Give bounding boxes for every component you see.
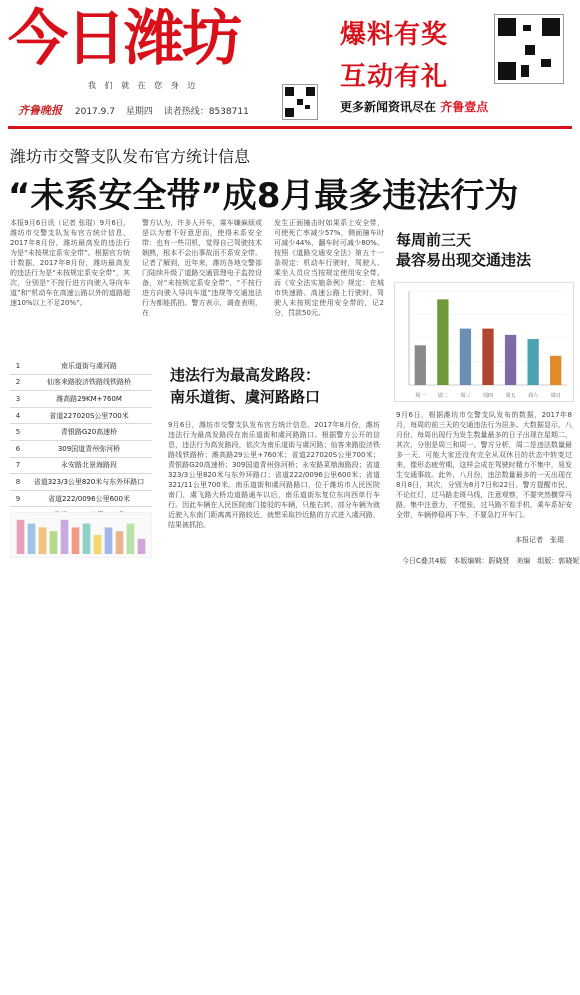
article-col3-text: 发生正面撞击时如果系上安全带，可使死亡率减少57%，侧面撞车时可减少44%，翻车时可减少80%。按照《道路交通安全法》第五十一条规定：机动车行驶时，驾驶人、乘坐人员应当按规定使用安全带。而《安全法实施条例》规定：在城市快速路、高速公路上行驶时，驾驶人未按规定使用安全带的，记2分，罚款50元。 [274,219,384,317]
rank-road: 省道222/0096公里600米 [48,494,130,503]
rank-number: 7 [15,461,21,470]
article-col1-text: 本报9月6日讯（记者 张琨）9月6日，潍坊市交警支队发布官方统计信息，2017年8月份，潍坊最高发的违法行为是“未按规定系安全带”。根据官方统计数据，2017年8月份，潍坊最高发的违法行为是“未按规定系安全带”，其次，分别是“不按行进方向驶入导向车道”和“机动车在高速公路以外的道路超速10%以上不足20%”。 [10,219,130,307]
chart-tick-label: 周一 [415,393,426,399]
chart-tick-label: 周二 [437,393,448,399]
chart-bar [505,335,516,385]
rank-number: 9 [15,494,21,503]
chart-bar [72,527,80,554]
rank-number: 5 [15,428,21,437]
rank-road: 潍高路29KM+760M [56,394,122,403]
ranking-row [10,375,152,392]
ranking-row [10,474,152,491]
chart-bar [94,535,102,554]
chart-tick-label: 周四 [482,393,494,399]
chart-bar [482,329,493,385]
chart-bar [61,520,69,554]
rank-road: 309国道青州弥河桥 [57,444,121,453]
chart-bar [50,531,58,554]
rank-number: 6 [15,444,21,453]
road-mini-chart-svg [10,512,152,558]
road-mini-chart [10,512,152,558]
ranking-row [10,424,152,441]
chart-bar [116,531,124,554]
rank-road: 仙客来路胶济铁路线铁路桥 [47,378,131,387]
masthead-info [18,102,257,118]
rank-road: 省道227020S公里700米 [49,411,129,420]
rank-road: 永安路北景海路段 [61,461,117,470]
chart-bar [83,524,91,554]
weekday-chart [394,282,574,402]
chart-tick-label: 周六 [528,393,539,399]
side-heading [396,230,531,270]
chart-tick-label: 周五 [505,393,516,399]
promo-tagline-text: 更多新闻资讯尽在 [340,100,437,114]
section2-body [168,420,380,562]
promo-line-1: 爆料有奖 [340,20,449,50]
rank-number: 3 [15,394,21,403]
ranking-row [10,458,152,475]
rank-number: 8 [15,477,21,486]
article-column-1 [10,218,130,350]
chart-bar [28,524,36,554]
qr-code-large [494,14,564,84]
side-heading-line-2: 最容易出现交通违法 [396,251,532,269]
masthead-motto: 我 们 就 在 您 身 边 [88,81,199,90]
chart-tick-label: 周日 [550,393,561,399]
road-ranking-list [10,358,152,524]
rank-road: 南乐道街与虞河路 [61,361,117,370]
weekday-chart-svg [395,283,573,401]
reader-hotline: 读者热线：8538711 [163,107,249,117]
brand-logo: 齐鲁晚报 [18,104,62,117]
rank-number: 4 [15,411,21,420]
rank-number: 1 [15,361,21,370]
section2-heading-line-2: 南乐道街、虞河路路口 [170,388,321,406]
masthead-rule [8,126,572,129]
chart-bar [437,299,448,385]
qr-code-small [282,84,318,120]
article-kicker: 潍坊市交警支队发布官方统计信息 [10,147,251,166]
ranking-row [10,408,152,425]
chart-bar [39,527,47,554]
side-heading-line-1: 每周前三天 [396,231,472,249]
chart-tick-label: 周三 [460,393,471,399]
side-author: 本报记者 张琨 [515,536,564,544]
side-body-text: 9月6日，根据潍坊市交警支队发布的数据，2017年8月，每周的前三天的交通违法行为居多。大数据显示，八月份，每周出现行为发生数量最多的日子出现在星期二，其次，分别是周三和周一。警方分析，周二是违法数量最多一天，可能大家还没有完全从双休日的状态中转变过来，像形态疲劳期，这样会成在驾驶时精力不集中，易发生交通事故。此外，八月份，违法数量最多的一天出现在8月8日，其次，分别为8月7日和22日。警方提醒市民，不论红灯，过马路走斑马线，注意观察，不要突然横穿马路，集中注意力，不慌张，过马路不看手机，乘车系好安全带，车辆停稳再下车，不要急打开车门。 [396,411,572,519]
page-credits: 今日C叠共4版 本版编辑：蔚晓贤 美编 组版：郭晓妮 [402,557,580,565]
chart-bar [528,339,539,385]
chart-bar [138,539,146,554]
rank-number: 2 [15,378,21,387]
section2-heading [170,364,320,408]
rank-road: 青银路G20高速桥 [60,428,118,437]
section2-body-text: 9月6日，潍坊市交警支队发布官方统计信息，2017年8月份，潍坊违法行为最高发路段在南乐道街和虞河路路口。根据警方公开的信息，违法行为高发路段，依次为南乐道街与虞河路；仙客来路胶济铁路线铁路桥；潍高路29公里+760米；省道227020S公里700米；青银路G20高速桥；309国道青州弥河桥；永安路菜鼎海路段；省道323/3公里820米与东外环路口；省道222/0096公里600米；省道321/11公里700米。南乐道街和虞河路路口，位于潍坊市人民医院南门，虞飞路大桥边道路通车以后，南乐道街东复位东向西单行车行。因此车辆在人民医院南门接驳的车辆，只能右转，部分车辆为就近驶入东南门距离离开路较近，就想采取抄近路的方式进入虞河路，结果被抓拍。 [168,421,380,529]
rank-road: 省道323/3公里820米与东外环路口 [33,477,145,486]
side-body [396,410,572,532]
article-col2-text: 警方认为，许多人开车，乘车嫌麻烦或是以为着不好意思而，使得未系安全带：也有一些司机，觉得自己驾驶技术娴熟，根本不会出事故而不系安全带。记者了解到，近年来，潍坊各地交警部门陆续升级了道路交通管理电子监控设备，对“未按规定系安全带”、“不按行进方向驶入导向车道”违规等交通违法行为都能抓拍。警方表示，调查表明，在 [142,219,262,317]
promo-line-2: 互动有礼 [340,62,449,92]
promo-tagline-brand: 齐鲁壹点 [440,100,489,114]
masthead-title: 今日潍坊 [8,4,240,74]
chart-bar [17,520,25,554]
chart-bar [127,524,135,554]
promo-tagline [340,98,488,115]
chart-bar [105,527,113,554]
section2-heading-line-1: 违法行为最高发路段： [170,366,321,384]
article-headline: “未系安全带”成8月最多违法行为 [8,176,519,216]
chart-bar [415,345,426,385]
issue-weekday: 星期四 [125,107,153,117]
ranking-row [10,391,152,408]
ranking-row [10,358,152,375]
chart-bar [550,356,561,385]
chart-bar [460,329,471,385]
article-column-2 [142,218,262,350]
ranking-row [10,491,152,508]
ranking-row [10,441,152,458]
issue-date: 2017.9.7 [74,107,115,117]
article-column-3 [274,218,384,350]
